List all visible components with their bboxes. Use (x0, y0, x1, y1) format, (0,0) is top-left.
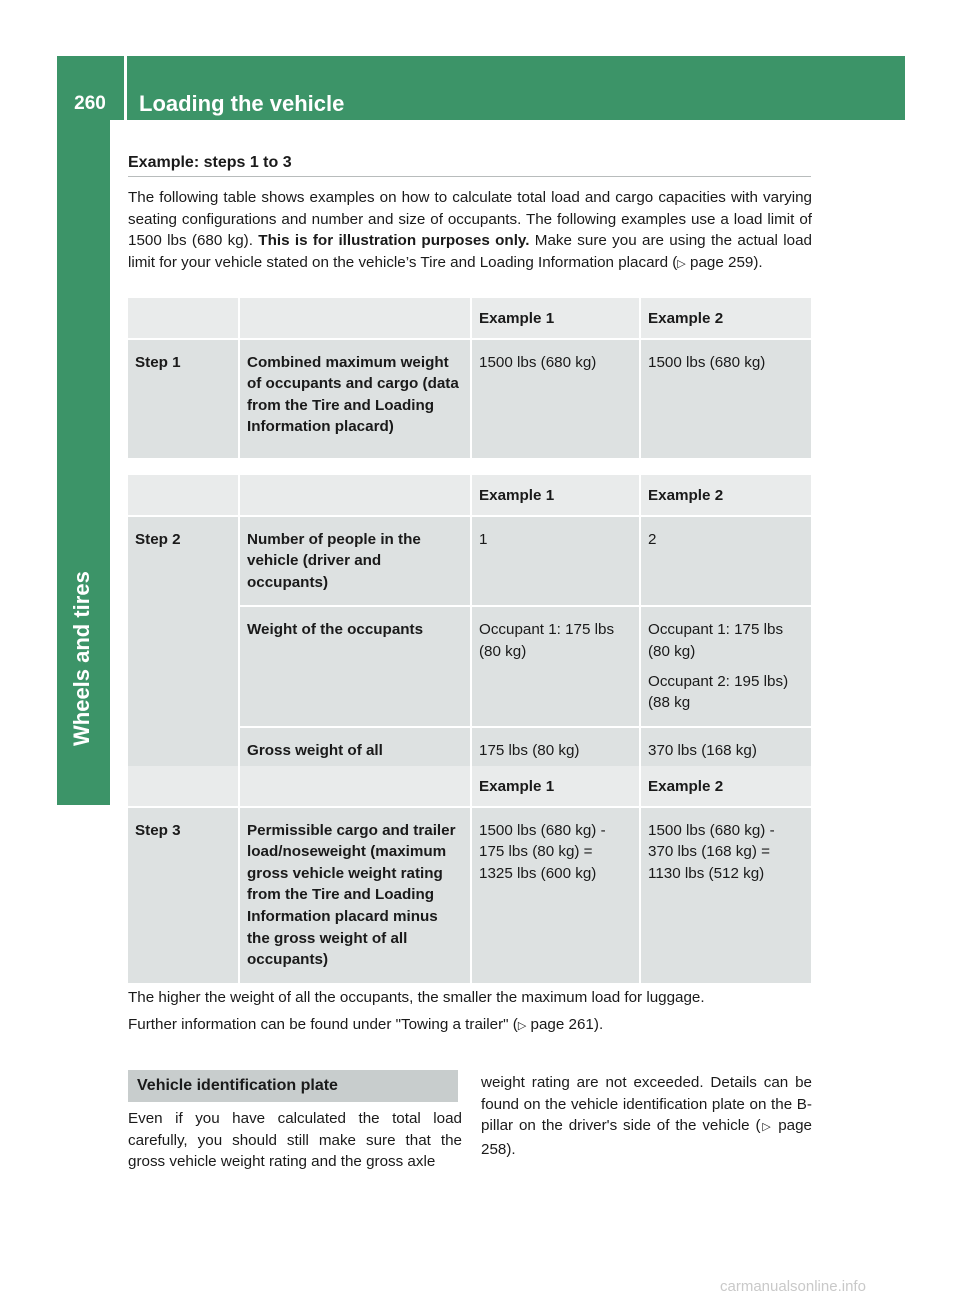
row-label: Gross weight of all (240, 728, 472, 797)
example-2-value: 1500 lbs (680 kg) (641, 340, 811, 460)
page-number: 260 (74, 93, 106, 114)
vip-paragraph-right (481, 1072, 812, 1160)
row-label: Combined maximum weight of occupants and cargo (data from the Tire and Loading Information placard) (240, 340, 472, 460)
step3-table (128, 766, 811, 985)
intro-end: ). (753, 253, 763, 271)
header-cell-example-1: Example 1 (472, 475, 641, 517)
intro-text-cont: Make sure you are using the actual load limit for your vehicle stated on the vehicle’s Tire and Loading Information placard ( (128, 232, 812, 271)
step1-table (128, 298, 811, 460)
row-label: Weight of the occupants (240, 607, 472, 727)
table-row (128, 340, 811, 460)
example-1-value: 1 (472, 517, 641, 608)
intro-paragraph (128, 187, 812, 275)
example-2-value: 370 lbs (168 kg) (641, 728, 811, 797)
table-header-row (128, 766, 811, 808)
page-ref-link[interactable]: page 261 (530, 1016, 594, 1033)
vip-end: ). (506, 1140, 516, 1158)
step-label: Step 1 (128, 340, 240, 460)
example-2-line: Occupant 2: 195 lbs) (88 kg (648, 672, 789, 712)
side-tab-label: Wheels and tires (69, 571, 94, 746)
header-cell-example-1: Example 1 (472, 298, 641, 340)
watermark: carmanualsonline.info (720, 1278, 866, 1295)
closing-text: Further information can be found under "Towing a trailer" ( (128, 1016, 518, 1033)
vip-text: weight rating are not exceeded. Details can be found on the vehicle identification plate on the B-pillar on the driver's side of the vehicle ( (481, 1074, 812, 1135)
example-1-value: Occupant 1: 175 lbs (80 kg) (472, 607, 641, 727)
header-divider (124, 56, 127, 120)
example-1-value (472, 808, 641, 985)
step-label: Step 2 (128, 517, 240, 797)
header-cell (128, 766, 240, 808)
row-label: Number of people in the vehicle (driver and occupants) (240, 517, 472, 608)
intro-emphasis: This is for illustration purposes only. (258, 232, 530, 250)
header-cell-example-1: Example 1 (472, 766, 641, 808)
vip-heading: Vehicle identification plate (128, 1070, 458, 1102)
calc-line: 175 lbs (80 kg) = (479, 843, 593, 861)
closing-line-1: The higher the weight of all the occupants, the smaller the maximum load for luggage. (128, 989, 705, 1006)
closing-end: ). (593, 1016, 604, 1033)
step2-table (128, 475, 811, 797)
intro-text: The following table shows examples on how to calculate total load and cargo capacities with varying seating configurations and number and size of occupants. The following examples use a load limit of 1500 lbs (680 kg). (128, 189, 812, 250)
header-cell (240, 475, 472, 517)
page-ref-link[interactable]: page 258 (481, 1117, 812, 1158)
calc-line: 1500 lbs (680 kg) - (479, 821, 606, 839)
header-cell-example-2: Example 2 (641, 766, 811, 808)
page-title: Loading the vehicle (139, 91, 345, 116)
example-1-value: 175 lbs (80 kg) (472, 728, 641, 797)
header-cell (240, 766, 472, 808)
calc-line: 1325 lbs (600 kg) (479, 864, 597, 882)
triangle-right-icon: ▷ (517, 1020, 527, 1032)
table-row (128, 517, 811, 608)
header-cell-example-2: Example 2 (641, 298, 811, 340)
step-label: Step 3 (128, 808, 240, 985)
example-2-value (641, 808, 811, 985)
table-header-row (128, 475, 811, 517)
calc-line: 1500 lbs (680 kg) - (648, 821, 775, 839)
triangle-right-icon: ▷ (677, 257, 686, 270)
row-label: Permissible cargo and trailer load/noseweight (maximum gross vehicle weight rating from the Tire and Loading Information placard minus the gross weight of all occupants) (240, 808, 472, 985)
page-ref-link[interactable]: page 259 (690, 253, 754, 271)
header-cell (128, 475, 240, 517)
table-row (128, 808, 811, 985)
header-cell-example-2: Example 2 (641, 475, 811, 517)
example-2-value (641, 607, 811, 727)
vip-paragraph-left: Even if you have calculated the total load carefully, you should still make sure that the gross vehicle weight rating and the gross axle (128, 1110, 462, 1171)
triangle-right-icon: ▷ (760, 1121, 773, 1134)
table-header-row (128, 298, 811, 340)
section-heading: Example: steps 1 to 3 (128, 154, 292, 171)
header-cell (128, 298, 240, 340)
heading-rule (128, 176, 811, 177)
header-cell (240, 298, 472, 340)
calc-line: 370 lbs (168 kg) = (648, 843, 770, 861)
example-2-value: 2 (641, 517, 811, 608)
example-2-line: Occupant 1: 175 lbs (80 kg) (648, 621, 784, 660)
closing-line-2 (128, 1014, 812, 1038)
calc-line: 1130 lbs (512 kg) (648, 864, 765, 882)
example-1-value: 1500 lbs (680 kg) (472, 340, 641, 460)
